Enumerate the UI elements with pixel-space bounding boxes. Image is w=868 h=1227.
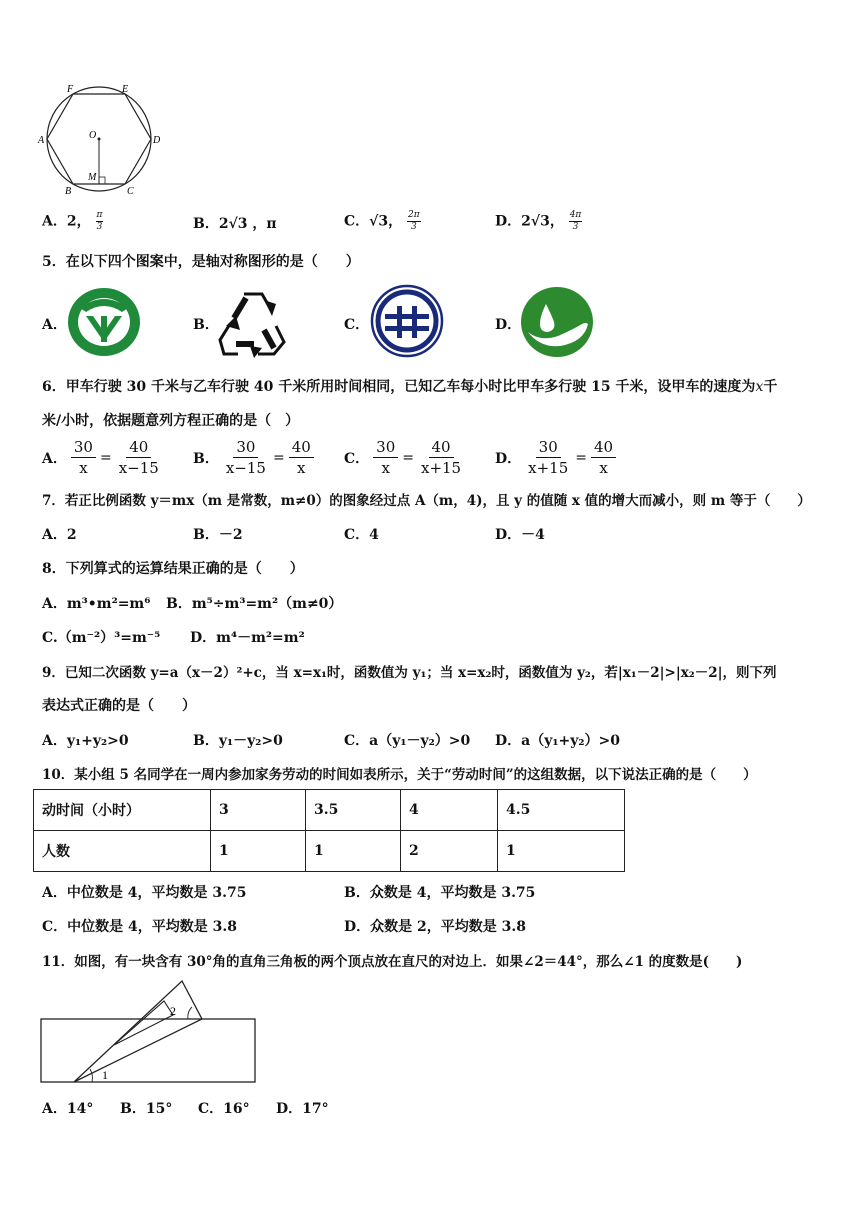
q11-option-c[interactable]: C．16° [198, 1101, 250, 1117]
q7-option-b[interactable]: B．－2 [193, 527, 243, 543]
q5-stem: 5．在以下四个图案中，是轴对称图形的是（ ） [42, 254, 360, 270]
label-B: B [65, 186, 72, 197]
label-O: O [89, 130, 97, 141]
q4-option-d[interactable]: D．2√3， $\frac{4\pi}{3}$ [495, 210, 582, 232]
circle-logo-icon [370, 284, 444, 358]
label-M: M [88, 172, 97, 183]
q11-option-b[interactable]: B．15° [120, 1101, 173, 1117]
q4-option-b[interactable]: B．2√3 ，π [193, 216, 277, 232]
recycle-icon [216, 286, 290, 358]
q6-option-c[interactable]: C． $\frac{30}{x}$ = $\frac{40}{x+15}$ [344, 438, 462, 477]
table-cell: 1 [211, 831, 306, 872]
label-C: C [127, 186, 134, 197]
table-row [34, 831, 625, 872]
q6-stem-line1: 6．甲车行驶 30 千米与乙车行驶 40 千米所用时间相同，已知乙车每小时比甲车多行驶 15 千米，设甲车的速度为x千 [42, 379, 778, 395]
label-F: F [67, 84, 74, 95]
hexagon-circle-figure [36, 82, 166, 197]
q9-option-b[interactable]: B．y₁－y₂>0 [193, 733, 283, 749]
table-cell: 2 [401, 831, 498, 872]
q7-option-d[interactable]: D．－4 [495, 527, 545, 543]
q11-stem: 11．如图，有一块含有 30°角的直角三角板的两个顶点放在直尺的对边上．如果∠2＝44°，那么∠1 的度数是( ) [42, 954, 743, 970]
q9-stem-line2: 表达式正确的是（ ） [42, 698, 196, 714]
q8-option-d[interactable]: D．m⁴－m²=m² [190, 630, 305, 646]
table-cell: 人数 [34, 831, 211, 872]
label-A: A [38, 135, 45, 146]
water-drop-logo-icon [520, 286, 594, 358]
q10-stem: 10．某小组 5 名同学在一周内参加家务劳动的时间如表所示，关于“劳动时间”的这组数据，以下说法正确的是（ ） [42, 767, 757, 783]
q4-option-c[interactable]: C．√3， $\frac{2\pi}{3}$ [344, 210, 420, 232]
q10-option-c[interactable]: C．中位数是 4，平均数是 3.8 [42, 919, 237, 935]
ruler-triangle-figure [38, 975, 260, 1087]
table-cell: 1 [498, 831, 625, 872]
q5-option-a[interactable]: A． [42, 317, 67, 333]
angle-1-label: 1 [102, 1068, 108, 1082]
q10-option-d[interactable]: D．众数是 2，平均数是 3.8 [344, 919, 526, 935]
green-food-logo-icon [66, 286, 142, 358]
q7-stem: 7．若正比例函数 y＝mx（m 是常数，m≠0）的图象经过点 A（m，4)，且 y 的值随 x 值的增大而减小，则 m 等于（ ） [42, 493, 811, 509]
q10-option-a[interactable]: A．中位数是 4，平均数是 3.75 [42, 885, 247, 901]
table-cell: 4.5 [498, 790, 625, 831]
q5-option-c[interactable]: C． [344, 317, 370, 333]
labor-time-table [33, 789, 625, 872]
label-E: E [122, 84, 129, 95]
q6-option-b[interactable]: B． $\frac{30}{x-15}$ = $\frac{40}{x}$ [193, 437, 314, 478]
label-D: D [153, 135, 161, 146]
table-cell: 3 [211, 790, 306, 831]
q10-option-b[interactable]: B．众数是 4，平均数是 3.75 [344, 885, 536, 901]
q7-option-a[interactable]: A．2 [42, 527, 77, 543]
q11-option-d[interactable]: D．17° [276, 1101, 329, 1117]
table-row [34, 790, 625, 831]
table-cell: 动时间（小时） [34, 790, 211, 831]
q8-option-a[interactable]: A．m³•m²=m⁶ [42, 596, 151, 612]
q9-option-c[interactable]: C．a（y₁－y₂）>0 [344, 733, 471, 749]
q8-option-b[interactable]: B．m⁵÷m³=m²（m≠0） [166, 596, 343, 612]
q7-option-c[interactable]: C．4 [344, 527, 379, 543]
q8-option-c[interactable]: C.（m⁻²）³=m⁻⁵ [42, 630, 161, 646]
q8-stem: 8．下列算式的运算结果正确的是（ ） [42, 561, 304, 577]
q5-option-b[interactable]: B． [193, 317, 219, 333]
q11-option-a[interactable]: A．14° [42, 1101, 94, 1117]
q5-option-d[interactable]: D． [495, 317, 522, 333]
q6-stem-line2: 米/小时，依据题意列方程正确的是（ ） [42, 413, 300, 429]
q9-stem-line1: 9．已知二次函数 y=a（x－2）²+c，当 x=x₁时，函数值为 y₁；当 x=x₂时，函数值为 y₂，若|x₁－2|>|x₂－2|，则下列 [42, 665, 777, 681]
q4-option-a[interactable]: A．2， $\frac{\pi}{3}$ [42, 210, 103, 232]
angle-2-label: 2 [170, 1004, 176, 1018]
q6-option-d[interactable]: D． $\frac{30}{x+15}$ = $\frac{40}{x}$ [495, 437, 616, 478]
q9-option-a[interactable]: A．y₁+y₂>0 [42, 733, 129, 749]
table-cell: 3.5 [306, 790, 401, 831]
table-cell: 4 [401, 790, 498, 831]
q6-option-a[interactable]: A． $\frac{30}{x}$ = $\frac{40}{x-15}$ [42, 438, 159, 477]
q9-option-d[interactable]: D．a（y₁+y₂）>0 [495, 733, 620, 749]
table-cell: 1 [306, 831, 401, 872]
